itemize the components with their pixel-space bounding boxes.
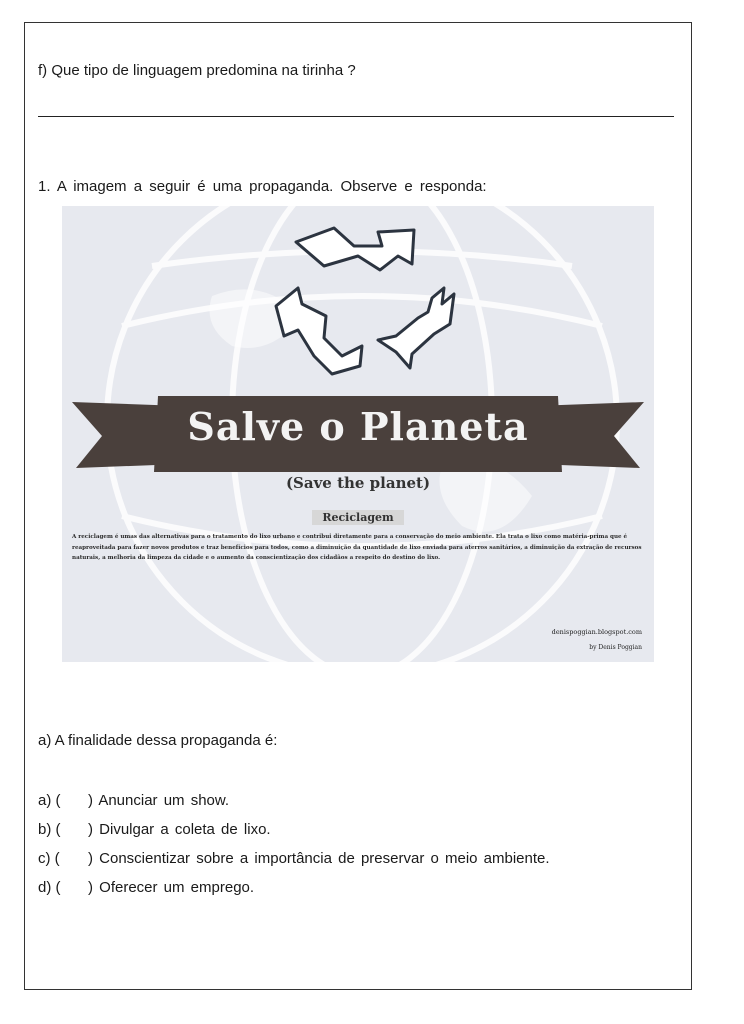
ad-credit-author: by Denis Poggian xyxy=(589,644,642,651)
option-text: ) Anunciar um show. xyxy=(88,792,230,809)
ad-title: Salve o Planeta xyxy=(187,404,529,449)
question-f: f) Que tipo de linguagem predomina na tirinha ? xyxy=(38,62,356,79)
option-b xyxy=(38,821,271,838)
option-text: ) Oferecer um emprego. xyxy=(88,879,255,896)
option-c xyxy=(38,850,550,867)
ad-tag-label: Reciclagem xyxy=(312,510,403,525)
recycling-advertisement xyxy=(62,206,654,662)
ad-tag xyxy=(62,508,654,526)
option-text: ) Conscientizar sobre a importância de preservar o meio ambiente. xyxy=(88,850,550,867)
option-d xyxy=(38,879,254,896)
ad-subtitle: (Save the planet) xyxy=(285,474,431,492)
answer-line xyxy=(38,116,674,117)
ad-paragraph: A reciclagem é umas das alternativas para o tratamento do lixo urbano e contribui diretamente para a conservação do meio ambiente. Ela trata o lixo como matéria-prima que é reaproveitada para fazer novos produtos e traz benefícios para todos, como a diminuição da quantidade de lixo enviada para aterros sanitários, a diminuição da extração de recursos naturais, a melhoria da limpeza da cidade e o aumento da conscientização dos cidadãos a respeito do destino do lixo. xyxy=(72,534,642,561)
ad-credit-site: denispoggian.blogspot.com xyxy=(551,628,642,636)
option-text: ) Divulgar a coleta de lixo. xyxy=(88,821,271,838)
option-label: b) ( xyxy=(38,821,61,838)
option-label: c) ( xyxy=(38,850,60,867)
question-a: a) A finalidade dessa propaganda é: xyxy=(38,732,278,749)
option-label: a) ( xyxy=(38,792,61,809)
option-a xyxy=(38,792,229,809)
option-label: d) ( xyxy=(38,879,61,896)
question-1: 1. A imagem a seguir é uma propaganda. Observe e responda: xyxy=(38,178,487,195)
